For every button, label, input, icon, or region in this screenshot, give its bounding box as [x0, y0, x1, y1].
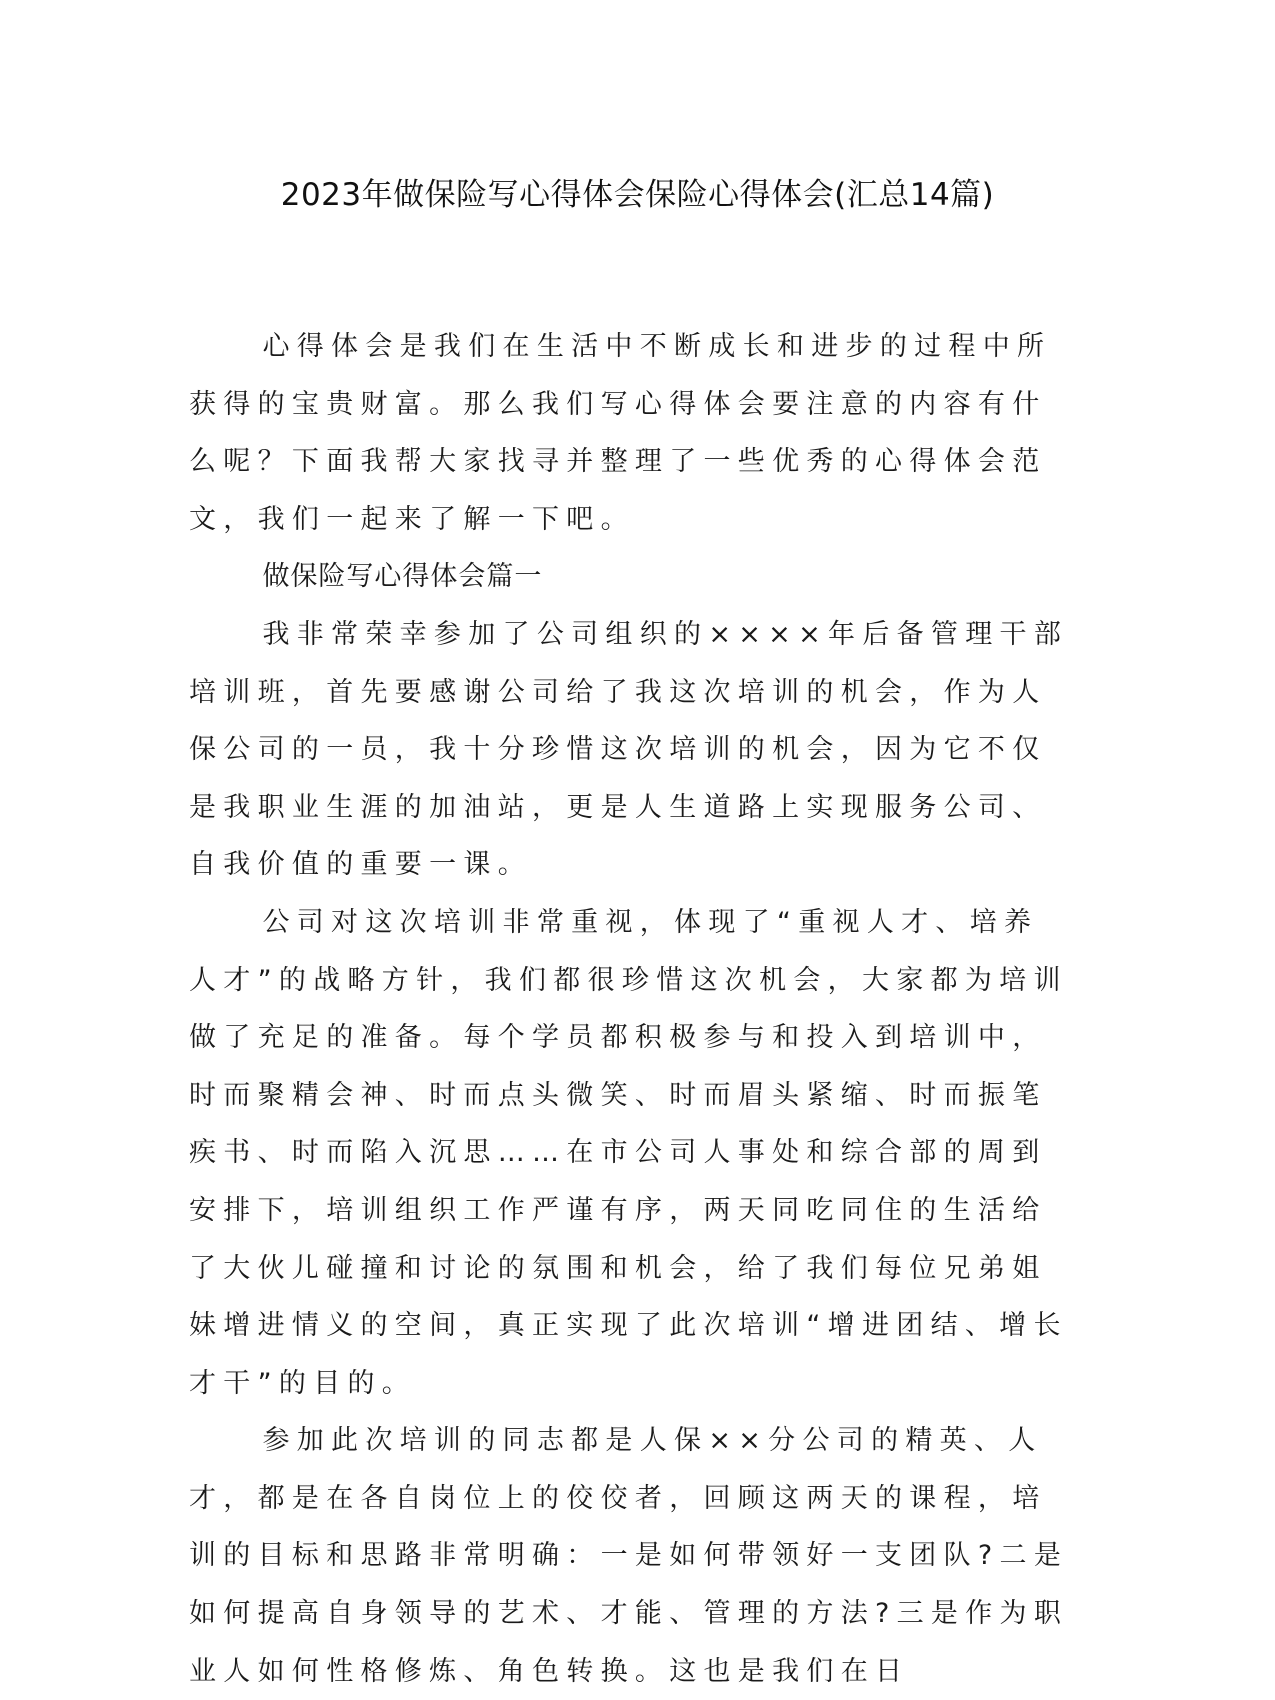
- body-paragraph: 参加此次培训的同志都是人保××分公司的精英、人才，都是在各自岗位上的佼佼者，回顾这两天的课程，培训的目标和思路非常明确：一是如何带领好一支团队?二是如何提高自身领导的艺术、才能、管理的方法?三是作为职业人如何性格修炼、角色转换。这也是我们在日: [189, 1425, 1069, 1687]
- body-paragraph: 公司对这次培训非常重视，体现了“重视人才、培养人才”的战略方针，我们都很珍惜这次机会，大家都为培训做了充足的准备。每个学员都积极参与和投入到培训中，时而聚精会神、时而点头微笑、时而眉头紧缩、时而振笔疾书、时而陷入沉思……在市公司人事处和综合部的周到安排下，培训组织工作严谨有序，两天同吃同住的生活给了大伙儿碰撞和讨论的氛围和机会，给了我们每位兄弟姐妹增进情义的空间，真正实现了此次培训“增进团结、增长才干”的目的。: [189, 906, 1068, 1399]
- section-heading: 做保险写心得体会篇一: [262, 561, 543, 593]
- document-body: [189, 318, 1069, 1700]
- document-title: 2023年做保险写心得体会保险心得体会(汇总14篇): [280, 177, 995, 213]
- intro-paragraph: 心得体会是我们在生活中不断成长和进步的过程中所获得的宝贵财富。那么我们写心得体会要注意的内容有什么呢？下面我帮大家找寻并整理了一些优秀的心得体会范文，我们一起来了解一下吧。: [189, 331, 1052, 535]
- body-paragraph: 我非常荣幸参加了公司组织的××××年后备管理干部培训班，首先要感谢公司给了我这次培训的机会，作为人保公司的一员，我十分珍惜这次培训的机会，因为它不仅是我职业生涯的加油站，更是人生道路上实现服务公司、自我价值的重要一课。: [189, 618, 1069, 881]
